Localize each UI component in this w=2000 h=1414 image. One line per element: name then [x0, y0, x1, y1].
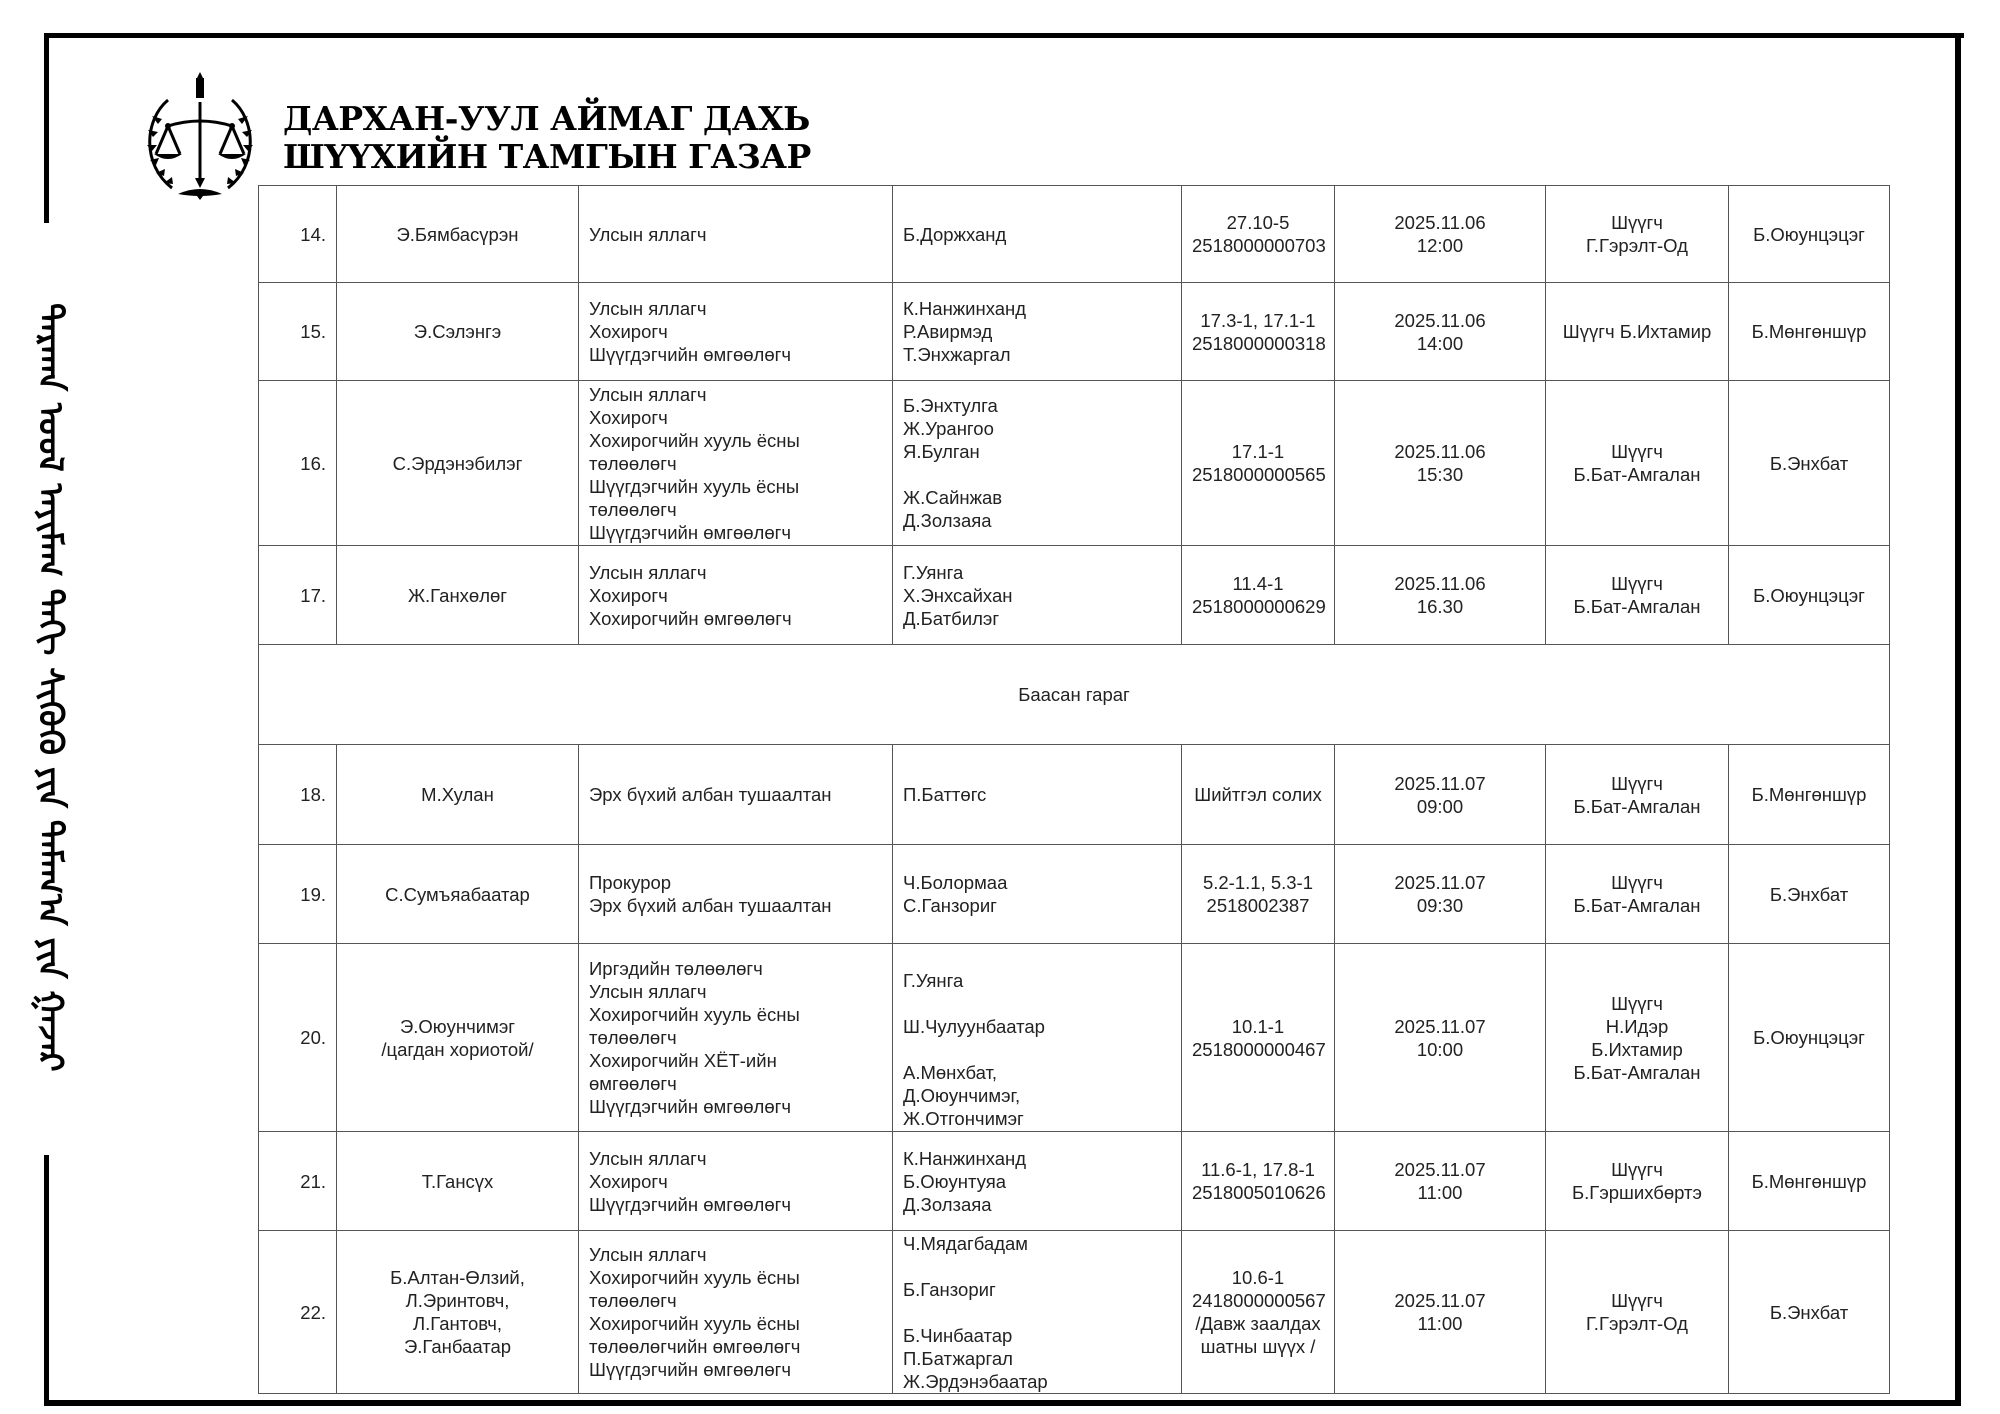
participant-names-cell	[893, 944, 1182, 1132]
participant-roles-cell	[579, 381, 893, 546]
judge-cell-line: Шүүгч	[1611, 1290, 1663, 1311]
article-case-cell-line: шатны шүүх /	[1200, 1336, 1316, 1357]
clerk-cell: Б.Мөнгөншүр	[1729, 283, 1890, 381]
defendant-cell	[337, 1231, 579, 1394]
participant-roles-cell	[579, 1132, 893, 1231]
judge-cell-line: Б.Бат-Амгалан	[1573, 795, 1701, 817]
table-row	[259, 944, 1890, 1132]
defendant-cell-line: Л.Гантовч,	[412, 1313, 503, 1334]
clerk-cell: Б.Оюунцэцэг	[1729, 546, 1890, 645]
participant-roles-cell-line: төлөөлөгч	[589, 1027, 677, 1048]
participant-roles-cell-line: Улсын яллагч	[589, 561, 707, 583]
participant-names-cell-line: Б.Чинбаатар	[903, 1324, 1013, 1346]
article-case-cell-line: /Давж заалдах	[1195, 1313, 1321, 1334]
participant-roles-cell-line: Хохирогч	[589, 321, 668, 342]
defendant-cell	[337, 546, 579, 645]
datetime-cell-line: 2025.11.07	[1394, 1015, 1486, 1037]
judge-cell-line: Г.Гэрэлт-Од	[1586, 1313, 1688, 1334]
participant-roles-cell-line: Хохирогчийн ХЁТ-ийн	[589, 1050, 777, 1071]
datetime-cell-line: 2025.11.06	[1394, 441, 1486, 462]
datetime-cell-line: 09:30	[1416, 895, 1464, 916]
participant-roles-cell-line: Эрх бүхий албан тушаалтан	[589, 784, 832, 805]
participant-roles-cell-line: Шүүгдэгчийн өмгөөлөгч	[589, 344, 792, 365]
defendant-cell	[337, 186, 579, 283]
mongolian-script-title	[20, 222, 80, 1152]
participant-names-cell-line	[903, 946, 1171, 969]
participant-names-cell-line: Д.Золзаяа	[903, 510, 992, 531]
clerk-cell: Б.Энхбат	[1729, 845, 1890, 944]
participant-names-cell-line: Х.Энхсайхан	[903, 584, 1013, 606]
organization-title-line2: ШҮҮХИЙН ТАМГЫН ГАЗАР	[283, 137, 811, 176]
participant-names-cell-line: Ж.Сайнжав	[903, 487, 1003, 508]
judge-cell-line: Б.Ихтамир	[1591, 1038, 1683, 1060]
participant-roles-cell-line: Хохирогч	[589, 1170, 668, 1192]
datetime-cell-line: 11:00	[1417, 1313, 1463, 1334]
judge-cell-line: Н.Идэр	[1605, 1015, 1669, 1037]
participant-names-cell-line: Ч.Мядагбадам	[903, 1232, 1028, 1254]
article-case-cell-line: 2518000000703	[1192, 235, 1326, 256]
participant-roles-cell	[579, 1231, 893, 1394]
participant-roles-cell-line: Улсын яллагч	[589, 223, 707, 245]
participant-names-cell-line: Г.Уянга	[903, 561, 964, 583]
participant-names-cell-line: Д.Золзаяа	[903, 1193, 992, 1215]
row-number: 19.	[259, 845, 337, 944]
article-case-cell	[1182, 381, 1335, 546]
participant-names-cell	[893, 745, 1182, 845]
datetime-cell-line: 15:30	[1416, 464, 1464, 485]
participant-names-cell-line	[903, 1255, 1171, 1278]
article-case-cell-line: 17.1-1	[1231, 441, 1285, 462]
article-case-cell-line: Шийтгэл солих	[1194, 784, 1322, 805]
defendant-cell-line: Э.Оюунчимэг	[399, 1015, 516, 1037]
defendant-cell-line: Э.Сэлэнгэ	[413, 321, 502, 342]
defendant-cell-line: /цагдан хориотой/	[381, 1038, 534, 1060]
defendant-cell	[337, 283, 579, 381]
defendant-cell-line: С.Сумъяабаатар	[385, 883, 530, 905]
participant-names-cell-line: Т.Энхжаргал	[903, 344, 1011, 365]
datetime-cell-line: 16.30	[1416, 596, 1464, 617]
article-case-cell	[1182, 1132, 1335, 1231]
participant-roles-cell	[579, 283, 893, 381]
article-case-cell-line: 5.2-1.1, 5.3-1	[1202, 872, 1314, 893]
participant-names-cell-line: К.Нанжинханд	[903, 298, 1027, 319]
judge-cell-line: Г.Гэрэлт-Од	[1586, 235, 1688, 256]
participant-names-cell-line: Б.Ганзориг	[903, 1278, 996, 1300]
participant-names-cell-line: Ж.Отгончимэг	[903, 1107, 1024, 1129]
participant-roles-cell	[579, 845, 893, 944]
participant-names-cell-line: Г.Уянга	[903, 969, 964, 991]
participant-roles-cell-line: Хохирогч	[589, 584, 668, 606]
defendant-cell-line: Б.Алтан-Өлзий,	[390, 1267, 525, 1288]
participant-roles-cell-line: төлөөлөгч	[589, 498, 677, 520]
participant-names-cell-line	[903, 992, 1171, 1015]
article-case-cell-line: 2518000000565	[1192, 464, 1326, 485]
participant-roles-cell-line: төлөөлөгч	[589, 1290, 677, 1311]
participant-roles-cell-line: Иргэдийн төлөөлөгч	[589, 958, 763, 979]
participant-roles-cell-line: Хохирогчийн хууль ёсны	[589, 1313, 800, 1334]
judge-cell-line: Б.Бат-Амгалан	[1573, 596, 1701, 617]
defendant-cell-line: Э.Бямбасүрэн	[396, 223, 519, 245]
defendant-cell-line: М.Хулан	[421, 784, 494, 805]
participant-roles-cell-line: Хохирогчийн хууль ёсны	[589, 429, 800, 451]
row-number: 21.	[259, 1132, 337, 1231]
judge-cell	[1546, 546, 1729, 645]
participant-names-cell-line: Я.Булган	[903, 441, 980, 462]
defendant-cell	[337, 381, 579, 546]
clerk-cell: Б.Мөнгөншүр	[1729, 1132, 1890, 1231]
participant-names-cell	[893, 845, 1182, 944]
judge-cell	[1546, 845, 1729, 944]
judge-cell-line: Б.Бат-Амгалан	[1573, 1061, 1701, 1083]
row-number: 14.	[259, 186, 337, 283]
datetime-cell-line: 12:00	[1416, 235, 1464, 256]
participant-roles-cell-line: Шүүгдэгчийн өмгөөлөгч	[589, 1193, 792, 1215]
judge-cell-line: Шүүгч	[1611, 573, 1663, 594]
datetime-cell-line: 2025.11.06	[1394, 309, 1486, 331]
defendant-cell-line: С.Эрдэнэбилэг	[392, 452, 523, 474]
row-number: 15.	[259, 283, 337, 381]
participant-roles-cell-line: Хохирогчийн хууль ёсны	[589, 1004, 800, 1025]
defendant-cell-line: Э.Ганбаатар	[403, 1336, 512, 1357]
article-case-cell-line: 2418000000567	[1192, 1290, 1326, 1311]
datetime-cell	[1335, 186, 1546, 283]
judge-cell-line: Шүүгч	[1611, 772, 1663, 794]
page-frame-bottom	[44, 1400, 1961, 1406]
article-case-cell	[1182, 283, 1335, 381]
participant-roles-cell-line: Хохирогчийн өмгөөлөгч	[589, 607, 792, 629]
table-row	[259, 186, 1890, 283]
participant-names-cell-line: К.Нанжинханд	[903, 1147, 1027, 1169]
participant-names-cell-line: С.Ганзориг	[903, 895, 997, 916]
participant-names-cell-line: Ч.Болормаа	[903, 872, 1008, 893]
participant-names-cell	[893, 1231, 1182, 1394]
table-row	[259, 745, 1890, 845]
participant-roles-cell-line: өмгөөлөгч	[589, 1073, 677, 1094]
datetime-cell	[1335, 283, 1546, 381]
participant-roles-cell-line: Эрх бүхий албан тушаалтан	[589, 895, 832, 916]
judge-cell	[1546, 186, 1729, 283]
page-frame-left-bottom	[44, 1155, 49, 1406]
day-separator-row	[259, 645, 1890, 745]
judge-cell-line: Б.Бат-Амгалан	[1573, 895, 1701, 916]
participant-roles-cell	[579, 745, 893, 845]
datetime-cell	[1335, 944, 1546, 1132]
datetime-cell	[1335, 1132, 1546, 1231]
article-case-cell	[1182, 845, 1335, 944]
day-separator-label: Баасан гараг	[259, 645, 1890, 745]
article-case-cell	[1182, 546, 1335, 645]
clerk-cell: Б.Мөнгөншүр	[1729, 745, 1890, 845]
datetime-cell-line: 2025.11.07	[1394, 772, 1486, 794]
article-case-cell-line: 2518000000318	[1192, 332, 1326, 354]
article-case-cell	[1182, 186, 1335, 283]
datetime-cell-line: 2025.11.07	[1394, 872, 1486, 893]
participant-roles-cell-line: Улсын яллагч	[589, 298, 707, 319]
article-case-cell	[1182, 1231, 1335, 1394]
defendant-cell	[337, 944, 579, 1132]
participant-names-cell	[893, 186, 1182, 283]
article-case-cell-line: 10.6-1	[1231, 1267, 1285, 1288]
participant-roles-cell-line: Хохирогч	[589, 406, 668, 428]
defendant-cell-line: Л.Эринтовч,	[405, 1290, 510, 1311]
datetime-cell	[1335, 1231, 1546, 1394]
defendant-cell	[337, 845, 579, 944]
datetime-cell-line: 14:00	[1416, 332, 1464, 354]
mongolian-script-text: ᠳᠠᠷᠬᠠᠨ ᠤᠤᠯ ᠠᠶᠢᠮᠠᠭ ᠳᠠᠬᠢ ᠱᠢᠭᠦᠬᠦ ᠶᠢᠨ ᠲᠠᠮᠠᠭ᠎ᠠ ᠶᠢᠨ ᠭᠠᠵᠠᠷ	[30, 302, 70, 1072]
clerk-cell: Б.Энхбат	[1729, 381, 1890, 546]
row-number: 22.	[259, 1231, 337, 1394]
participant-names-cell-line	[903, 1038, 1171, 1061]
participant-names-cell	[893, 381, 1182, 546]
page-frame-left-top	[44, 33, 49, 223]
participant-roles-cell-line: Улсын яллагч	[589, 1244, 707, 1265]
datetime-cell-line: 2025.11.07	[1394, 1290, 1486, 1311]
participant-names-cell-line: П.Баттөгс	[903, 784, 987, 805]
judge-cell-line: Шүүгч	[1611, 992, 1663, 1014]
table-row	[259, 546, 1890, 645]
datetime-cell-line: 2025.11.07	[1394, 1159, 1486, 1180]
participant-roles-cell-line: Хохирогчийн хууль ёсны	[589, 1267, 800, 1288]
participant-roles-cell-line: төлөөлөгч	[589, 452, 677, 474]
participant-roles-cell	[579, 546, 893, 645]
participant-names-cell-line: Д.Батбилэг	[903, 607, 1000, 629]
participant-names-cell-line: А.Мөнхбат,	[903, 1061, 998, 1083]
judge-cell-line: Шүүгч	[1611, 872, 1663, 893]
judge-cell	[1546, 1231, 1729, 1394]
table-row	[259, 1231, 1890, 1394]
clerk-cell: Б.Оюунцэцэг	[1729, 186, 1890, 283]
row-number: 16.	[259, 381, 337, 546]
datetime-cell	[1335, 546, 1546, 645]
participant-names-cell	[893, 283, 1182, 381]
article-case-cell-line: 11.6-1, 17.8-1	[1201, 1159, 1315, 1180]
judge-cell-line: Шүүгч	[1611, 212, 1663, 233]
defendant-cell	[337, 745, 579, 845]
defendant-cell-line: Т.Гансүх	[421, 1170, 494, 1192]
participant-names-cell-line: Б.Доржханд	[903, 223, 1007, 245]
article-case-cell-line: 2518000000629	[1192, 596, 1326, 617]
judge-cell-line: Б.Бат-Амгалан	[1573, 464, 1701, 485]
article-case-cell	[1182, 745, 1335, 845]
scales-of-justice-emblem-icon	[138, 70, 262, 206]
article-case-cell-line: 10.1-1	[1231, 1015, 1285, 1037]
participant-roles-cell-line: Шүүгдэгчийн өмгөөлөгч	[589, 1096, 792, 1117]
article-case-cell-line: 17.3-1, 17.1-1	[1200, 309, 1316, 331]
hearing-schedule-table	[258, 185, 1890, 1394]
datetime-cell-line: 11:00	[1417, 1182, 1463, 1203]
participant-roles-cell-line: Шүүгдэгчийн хууль ёсны	[589, 475, 800, 497]
judge-cell	[1546, 745, 1729, 845]
datetime-cell	[1335, 745, 1546, 845]
judge-cell-line: Шүүгч	[1611, 441, 1663, 462]
defendant-cell	[337, 1132, 579, 1231]
participant-names-cell-line: Ш.Чулуунбаатар	[903, 1015, 1045, 1037]
article-case-cell-line: 27.10-5	[1226, 212, 1290, 233]
participant-names-cell-line: П.Батжаргал	[903, 1347, 1013, 1369]
participant-roles-cell	[579, 186, 893, 283]
article-case-cell-line: 2518002387	[1206, 895, 1310, 916]
participant-roles-cell-line: Улсын яллагч	[589, 383, 707, 405]
datetime-cell-line: 10:00	[1416, 1038, 1464, 1060]
table-row	[259, 283, 1890, 381]
judge-cell	[1546, 1132, 1729, 1231]
participant-names-cell-line: Б.Оюунтуяа	[903, 1170, 1007, 1192]
clerk-cell: Б.Оюунцэцэг	[1729, 944, 1890, 1132]
table-row	[259, 381, 1890, 546]
participant-names-cell	[893, 1132, 1182, 1231]
datetime-cell-line: 09:00	[1416, 795, 1464, 817]
organization-title-line1: ДАРХАН-УУЛ АЙМАГ ДАХЬ	[283, 99, 810, 138]
article-case-cell-line: 11.4-1	[1232, 573, 1284, 594]
participant-names-cell-line	[903, 463, 1171, 486]
judge-cell	[1546, 944, 1729, 1132]
row-number: 20.	[259, 944, 337, 1132]
row-number: 17.	[259, 546, 337, 645]
article-case-cell-line: 2518000000467	[1192, 1038, 1326, 1060]
participant-names-cell-line	[903, 1301, 1171, 1324]
participant-roles-cell-line: Улсын яллагч	[589, 981, 707, 1002]
judge-cell-line: Б.Гэршихбөртэ	[1572, 1182, 1702, 1203]
judge-cell-line: Шүүгч	[1611, 1159, 1663, 1180]
judge-cell	[1546, 381, 1729, 546]
datetime-cell-line: 2025.11.06	[1394, 212, 1486, 233]
participant-roles-cell-line: Шүүгдэгчийн өмгөөлөгч	[589, 1359, 792, 1380]
article-case-cell-line: 2518005010626	[1192, 1182, 1326, 1203]
datetime-cell	[1335, 845, 1546, 944]
page-frame-right	[1955, 33, 1961, 1406]
participant-names-cell-line: Ж.Эрдэнэбаатар	[903, 1370, 1048, 1392]
participant-names-cell-line: Р.Авирмэд	[903, 321, 993, 342]
participant-roles-cell-line: Шүүгдэгчийн өмгөөлөгч	[589, 521, 792, 543]
participant-names-cell	[893, 546, 1182, 645]
participant-roles-cell-line: төлөөлөгчийн өмгөөлөгч	[589, 1336, 801, 1357]
table-row	[259, 845, 1890, 944]
participant-names-cell-line: Ж.Урангоо	[903, 418, 994, 439]
judge-cell	[1546, 283, 1729, 381]
judge-cell-line: Шүүгч Б.Ихтамир	[1562, 321, 1712, 342]
row-number: 18.	[259, 745, 337, 845]
clerk-cell: Б.Энхбат	[1729, 1231, 1890, 1394]
datetime-cell-line: 2025.11.06	[1394, 573, 1486, 594]
page-frame-top	[44, 33, 1964, 38]
article-case-cell	[1182, 944, 1335, 1132]
organization-title	[283, 100, 811, 176]
table-row	[259, 1132, 1890, 1231]
participant-names-cell-line: Д.Оюунчимэг,	[903, 1084, 1021, 1106]
participant-roles-cell-line: Прокурор	[589, 872, 672, 893]
participant-roles-cell-line: Улсын яллагч	[589, 1147, 707, 1169]
participant-roles-cell	[579, 944, 893, 1132]
defendant-cell-line: Ж.Ганхөлөг	[407, 584, 508, 606]
participant-names-cell-line: Б.Энхтулга	[903, 395, 998, 416]
datetime-cell	[1335, 381, 1546, 546]
